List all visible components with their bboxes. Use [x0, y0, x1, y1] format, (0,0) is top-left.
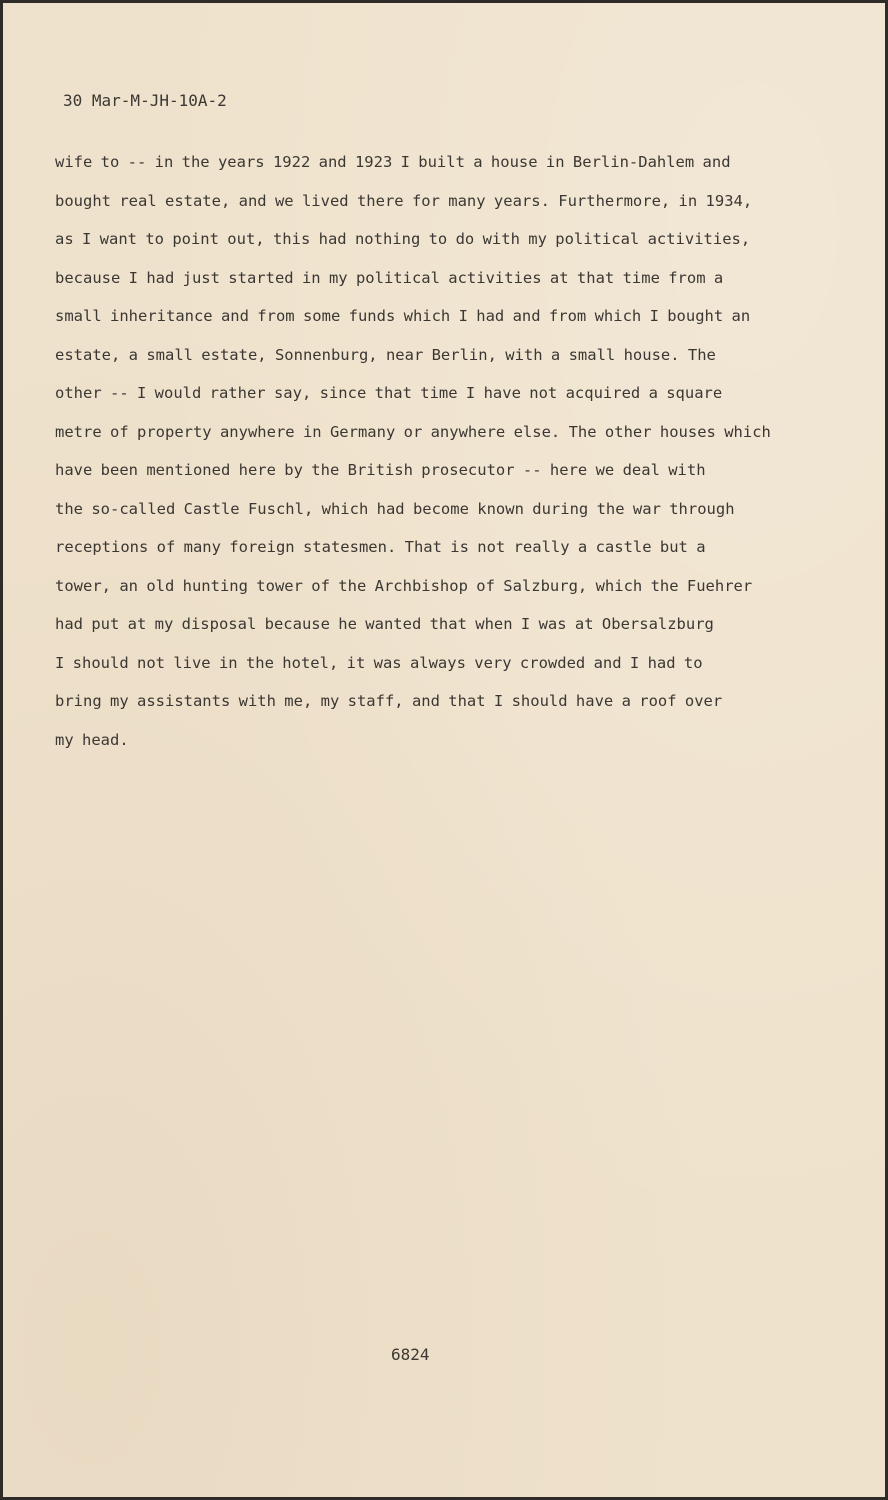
- transcript-line: had put at my disposal because he wanted that when I was at Obersalzburg: [55, 615, 714, 633]
- transcript-line: receptions of many foreign statesmen. That is not really a castle but a: [55, 538, 706, 556]
- transcript-line: because I had just started in my political activities at that time from a: [55, 268, 724, 287]
- transcript-line: metre of property anywhere in Germany or anywhere else. The other houses which: [55, 422, 771, 441]
- transcript-line: I should not live in the hotel, it was always very crowded and I had to: [55, 653, 703, 672]
- transcript-line: wife to -- in the years 1922 and 1923 I built a house in Berlin-Dahlem and: [55, 153, 731, 171]
- transcript-line: tower, an old hunting tower of the Archbishop of Salzburg, which the Fuehrer: [55, 576, 753, 595]
- transcript-line: bought real estate, and we lived there for many years. Furthermore, in 1934,: [55, 191, 753, 210]
- transcript-line: as I want to point out, this had nothing to do with my political activities,: [55, 230, 751, 248]
- transcript-line: other -- I would rather say, since that time I have not acquired a square: [55, 384, 723, 402]
- transcript-line: small inheritance and from some funds which I had and from which I bought an: [55, 307, 751, 325]
- page-number: 6824: [391, 1345, 430, 1364]
- transcript-line: bring my assistants with me, my staff, and that I should have a roof over: [55, 692, 723, 710]
- transcript-line: estate, a small estate, Sonnenburg, near Berlin, with a small house. The: [55, 345, 716, 364]
- transcript-line: my head.: [55, 730, 129, 749]
- transcript-body: [55, 143, 845, 759]
- transcript-line: have been mentioned here by the British prosecutor -- here we deal with: [55, 461, 706, 479]
- document-reference-header: 30 Mar-M-JH-10A-2: [63, 91, 227, 110]
- transcript-line: the so-called Castle Fuschl, which had become known during the war through: [55, 499, 735, 518]
